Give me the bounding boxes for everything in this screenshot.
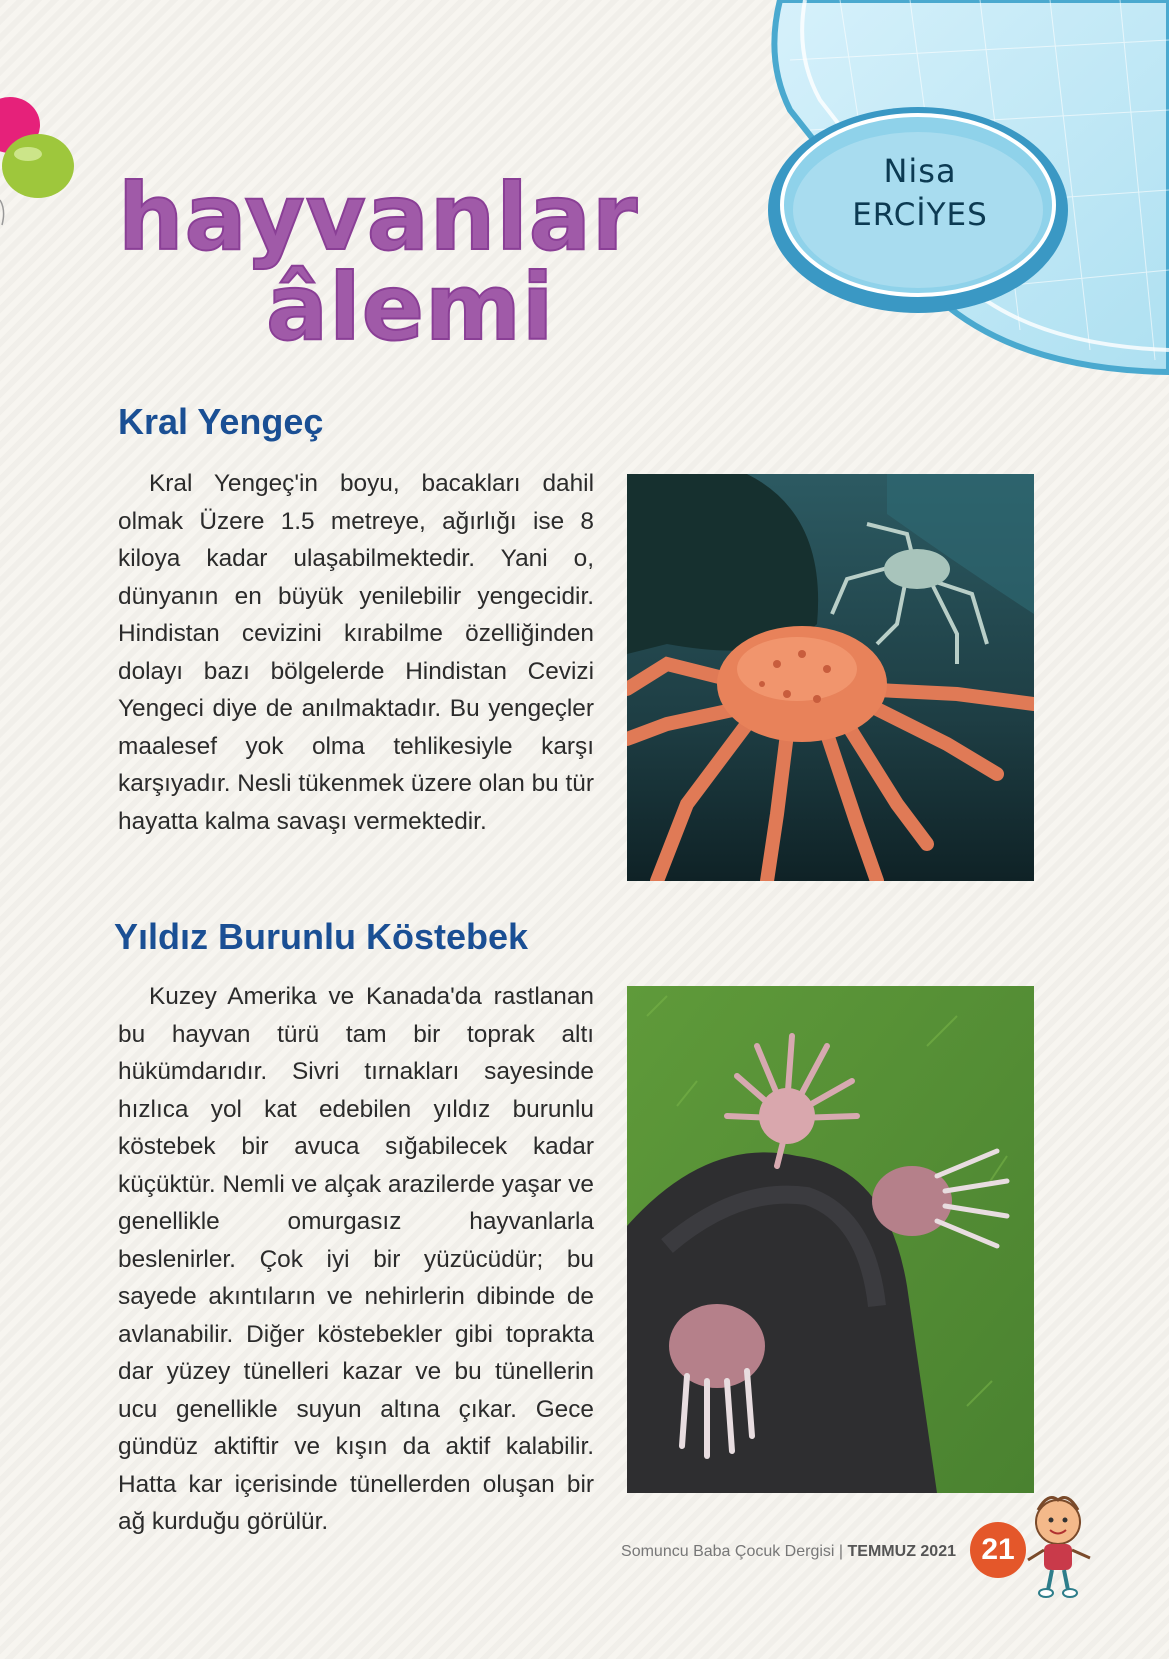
balloons-decoration [0, 90, 90, 230]
page-title-line-1: hayvanlar [118, 164, 639, 271]
section-heading-star-nosed-mole: Yıldız Burunlu Köstebek [114, 916, 529, 957]
page-number-badge: 21 [970, 1522, 1026, 1578]
author-name [808, 150, 1032, 238]
section-body-star-nosed-mole: Kuzey Amerika ve Kanada'da rastlanan bu hayvan türü tam bir toprak altı hükümdarıdır. Sivri tırnakları sayesinde hızlıca yol kat edebilen yıldız burunlu köstebek bir avuca sığabilecek kadar küçüktür. Nemli ve alçak arazilerde yaşar ve genellikle omurgasız hayvanlarla beslenirler. Çok iyi bir yüzücüdür; bu sayede akıntıların ve nehirlerin dibinde de avlanabilir. Diğer köstebekler gibi toprakta dar yüzey tünelleri kazar ve bu tünellerin ucu genellikle suyun altına çıkar. Gece gündüz aktiftir ve kışın da aktif kalabilir. Hatta kar içerisinde tünellerden oluşan bir ağ kurduğu görülür. [118, 983, 594, 1535]
author-first-name: Nisa [883, 152, 957, 190]
author-last-name: ERCİYES [852, 197, 988, 233]
kid-mascot-icon [1018, 1492, 1098, 1602]
footer-separator: | [838, 1543, 844, 1560]
page-footer [570, 1541, 956, 1563]
king-crab-photo [627, 474, 1034, 881]
section-heading-king-crab: Kral Yengeç [118, 401, 324, 442]
magazine-name: Somuncu Baba Çocuk Dergisi [621, 1543, 835, 1560]
issue-date: TEMMUZ 2021 [847, 1543, 956, 1560]
section-body-king-crab: Kral Yengeç'in boyu, bacakları dahil olmak Üzere 1.5 metreye, ağırlığı ise 8 kiloya kadar ulaşabilmektedir. Yani o, dünyanın en büyük yenilebilir yengecidir. Hindistan cevizini kırabilme özelliğinden dolayı bazı bölgelerde Hindistan Cevizi Yengeci diye de anılmaktadır. Bu yengeçler maalesef yok olma tehlikesiyle karşı karşıyadır. Nesli tükenmek üzere olan bu tür hayatta kalma savaşı vermektedir. [118, 470, 594, 835]
star-nosed-mole-photo [627, 986, 1034, 1493]
page-title-line-2: âlemi [266, 254, 555, 361]
